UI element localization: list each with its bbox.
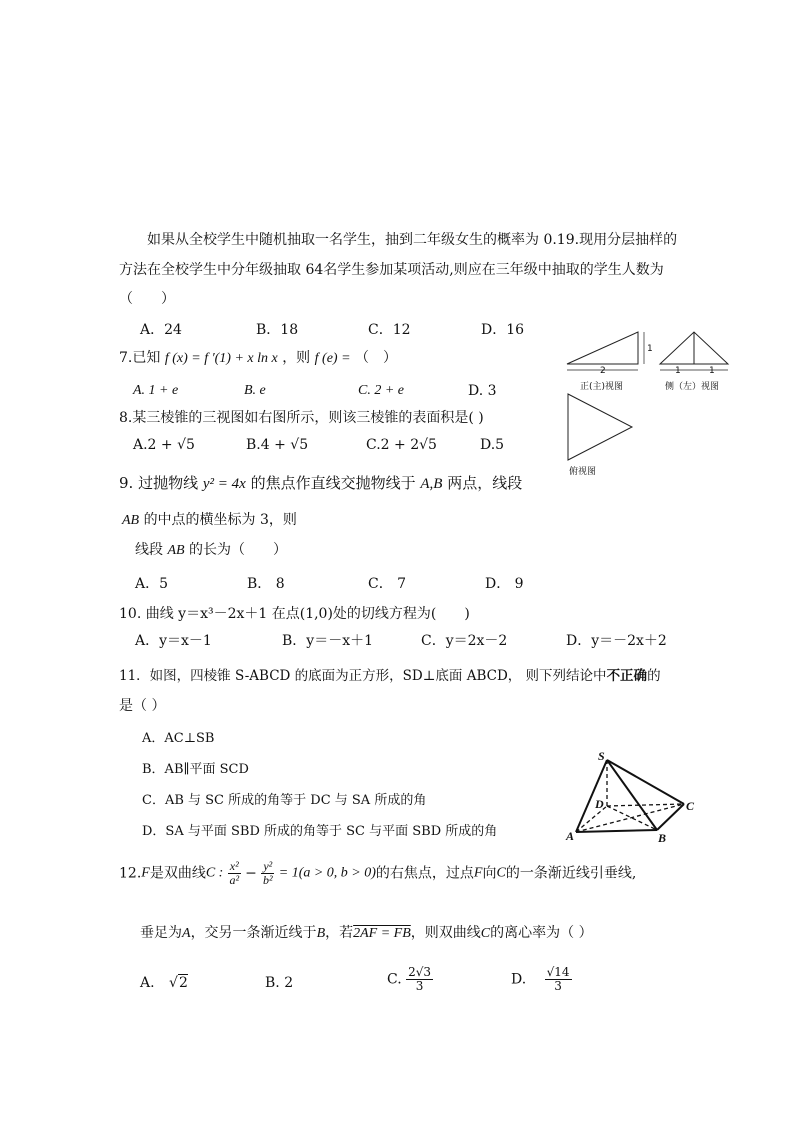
- q12-frac-x: [228, 860, 241, 887]
- q6-option-c[interactable]: C．12: [368, 322, 411, 338]
- q12-c2: C: [496, 865, 506, 881]
- q10-option-b[interactable]: B．y＝－x＋1: [282, 633, 373, 649]
- q11-text-a: 11．如图，四棱锥 S-ABCD 的底面为正方形，SD⊥底面 ABCD， 则下列结论中: [119, 668, 607, 684]
- q9-option-d[interactable]: D． 9: [485, 576, 524, 592]
- three-view-figure: [562, 326, 742, 476]
- label-b: B: [658, 831, 667, 845]
- label-d: D: [595, 797, 604, 811]
- q8-option-d[interactable]: D.5: [480, 437, 505, 453]
- q9-text-a: 9. 过抛物线: [119, 474, 199, 492]
- sqrt-sign: √: [169, 975, 178, 991]
- q12-text-2c: ，交另一条渐近线于: [190, 925, 317, 941]
- q9-line1: [119, 476, 522, 492]
- frac-y-num: y²: [263, 859, 273, 873]
- q12-line2: [140, 926, 593, 941]
- q6-paren: （ ）: [119, 291, 175, 307]
- q6-line1: 如果从全校学生中随机抽取一名学生，抽到二年级女生的概率为 0.19.现用分层抽样的: [147, 232, 678, 248]
- q12-curve-name: C :: [205, 865, 224, 881]
- q6-option-d[interactable]: D．16: [481, 322, 525, 338]
- q12-condition: = 1(a > 0, b > 0): [278, 865, 376, 881]
- dim-front-height: 1: [647, 344, 653, 354]
- q7-stem: [119, 351, 397, 366]
- q12-vector-eq: 2AF = FB: [353, 926, 411, 941]
- q8-option-b[interactable]: B.4 + √5: [246, 437, 309, 453]
- q12-frac-y: [261, 860, 274, 887]
- q7-expr-right: f (e) =: [314, 351, 351, 366]
- q12-foot: 垂足为: [140, 925, 182, 941]
- q12-option-a[interactable]: [140, 976, 188, 990]
- q11-line1: [119, 670, 661, 684]
- q12-option-d-frac: [545, 966, 572, 993]
- q7-option-d[interactable]: D. 3: [468, 383, 497, 399]
- q9-text-c: 的焦点作直线交抛物线于: [250, 474, 416, 492]
- pyramid-figure: [562, 748, 704, 844]
- q11-option-c[interactable]: C．AB 与 SC 所成的角等于 DC 与 SA 所成的角: [142, 793, 427, 808]
- frac-x-num: x²: [229, 859, 239, 873]
- q9-option-c[interactable]: C． 7: [368, 576, 407, 592]
- q12-option-a-label: A.: [140, 975, 155, 991]
- dim-front-width: 2: [600, 366, 606, 376]
- q7-expr-left: f (x) = f ′(1) + x ln x: [164, 351, 278, 366]
- q9-line3: [135, 543, 287, 558]
- q9-points: A,B: [420, 476, 443, 492]
- frac-x-den: a²: [229, 873, 240, 888]
- q12-text-2i: 的离心率为（ ）: [490, 925, 593, 941]
- q12-option-d-label: D.: [511, 971, 527, 988]
- q7-mid: ，则: [282, 350, 311, 366]
- q6-line2: 方法在全校学生中分年级抽取 64名学生参加某项活动,则应在三年级中抽取的学生人数为: [119, 262, 664, 278]
- q12-number: 12.: [119, 865, 142, 882]
- opt-c-den: 3: [415, 979, 424, 994]
- q9-text-seg: 线段: [135, 542, 163, 558]
- q12-text-i: 的一条渐近线引垂线,: [505, 865, 637, 882]
- q11-option-d[interactable]: D．SA 与平面 SBD 所成的角等于 SC 与平面 SBD 所成的角: [142, 824, 498, 839]
- q12-option-c[interactable]: [387, 966, 433, 993]
- q11-line2: 是（ ）: [119, 698, 166, 714]
- q9-option-b[interactable]: B． 8: [247, 576, 285, 592]
- q7-option-a[interactable]: A. 1 + e: [133, 383, 179, 398]
- q12-option-a-value: 2: [178, 975, 188, 991]
- q10-stem: 10. 曲线 y＝x³－2x＋1 在点(1,0)处的切线方程为( ): [119, 606, 470, 622]
- q7-prefix: 7.已知: [119, 350, 161, 366]
- label-a: A: [566, 829, 575, 843]
- q12-option-d[interactable]: [511, 966, 572, 993]
- q7-option-b[interactable]: B. e: [244, 383, 266, 398]
- q12-line1: [119, 860, 636, 887]
- q12-text-2e: ，若: [325, 925, 354, 941]
- caption-front-view: 正(主)视图: [580, 382, 624, 392]
- q12-option-c-label: C.: [387, 971, 402, 988]
- q12-f2: F: [473, 865, 483, 881]
- q8-option-c[interactable]: C.2 + 2√5: [366, 437, 437, 453]
- q12-text-2g: ，则双曲线: [410, 925, 481, 941]
- q6-option-b[interactable]: B．18: [256, 322, 299, 338]
- q8-option-a[interactable]: A.2 + √5: [133, 437, 195, 453]
- q12-point-b: B: [316, 926, 326, 941]
- q12-text-e: 的右焦点，过点: [375, 865, 474, 882]
- opt-c-num: 2√3: [408, 965, 432, 979]
- q10-option-d[interactable]: D．y＝－2x＋2: [566, 633, 667, 649]
- q11-option-b[interactable]: B．AB∥平面 SCD: [142, 762, 249, 777]
- pyramid-drawing: [562, 748, 704, 844]
- q9-option-a[interactable]: A．5: [135, 576, 169, 592]
- frac-y-den: b²: [263, 873, 273, 888]
- q9-text-e: 两点，线段: [447, 474, 523, 492]
- q7-option-c[interactable]: C. 2 + e: [358, 383, 404, 398]
- opt-d-den: 3: [554, 979, 562, 994]
- q9-segment-2: AB: [167, 543, 185, 558]
- label-c: C: [686, 799, 695, 813]
- q12-option-b[interactable]: B. 2: [265, 975, 294, 991]
- q12-text-g: 向: [482, 865, 497, 882]
- q12-c3: C: [480, 926, 491, 941]
- dim-side-left: 1: [675, 366, 681, 376]
- q12-option-c-frac: [406, 966, 433, 993]
- q8-stem: 8.某三棱锥的三视图如右图所示，则该三棱锥的表面积是( ): [119, 410, 484, 426]
- caption-top-view: 俯视图: [569, 467, 597, 477]
- q12-minus: −: [245, 865, 257, 882]
- q9-line2: [122, 513, 297, 528]
- label-s: S: [598, 749, 605, 763]
- q11-emphasis: 不正确: [606, 668, 648, 684]
- q7-paren: （ ）: [354, 350, 397, 366]
- q10-option-a[interactable]: A．y＝x－1: [135, 633, 212, 649]
- q12-focus: F: [141, 865, 150, 881]
- q10-option-c[interactable]: C．y＝2x－2: [421, 633, 508, 649]
- q9-segment: AB: [122, 513, 140, 528]
- q9-parabola: y² = 4x: [202, 476, 246, 492]
- q11-option-a[interactable]: A．AC⊥SB: [142, 731, 215, 746]
- caption-side-view: 侧（左）视图: [665, 382, 720, 392]
- q9-text-mid: 的中点的横坐标为 3，则: [143, 512, 297, 528]
- dim-side-right: 1: [709, 366, 715, 376]
- q12-text-c: 是双曲线: [149, 865, 206, 882]
- q11-text-c: 的: [647, 668, 661, 684]
- q6-option-a[interactable]: A．24: [140, 322, 182, 338]
- q12-point-a: A: [182, 926, 191, 941]
- q9-text-len: 的长为（ ）: [189, 542, 288, 558]
- opt-d-num: √14: [546, 965, 570, 979]
